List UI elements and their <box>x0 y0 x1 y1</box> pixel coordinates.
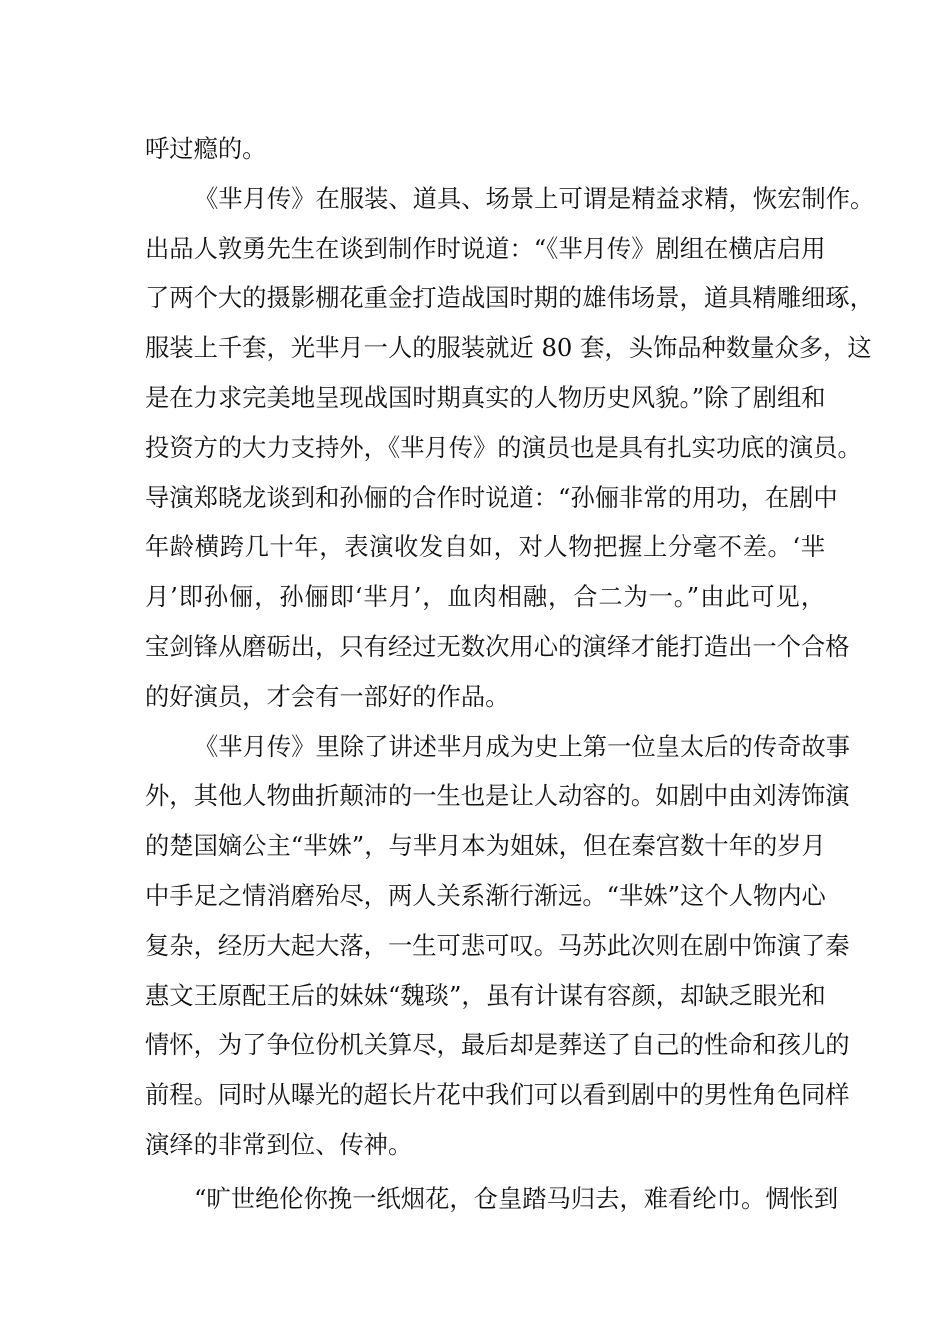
paragraph-1-line: 投资方的大力支持外，《芈月传》的演员也是具有扎实功底的演员。 <box>145 432 862 462</box>
paragraph-2-line: 情怀，为了争位份机关算尽，最后却是葬送了自己的性命和孩儿的 <box>145 1030 850 1060</box>
text-line: 呼过瘾的。 <box>145 134 267 163</box>
paragraph-2-line: 《芈月传》里除了讲述芈月成为史上第一位皇太后的传奇故事 <box>194 731 851 761</box>
paragraph-2-line: 中手足之情消磨殆尽，两人关系渐行渐远。“芈姝”这个人物内心 <box>145 880 826 910</box>
paragraph-1-line: 年龄横跨几十年，表演收发自如，对人物把握上分毫不差。‘芈 <box>145 532 825 562</box>
paragraph-1-line: 月’即孙俪，孙俪即‘芈月’，血肉相融，合二为一。”由此可见， <box>145 582 825 612</box>
paragraph-1-line: 宝剑锋从磨砺出，只有经过无数次用心的演绎才能打造出一个合格 <box>145 631 850 661</box>
paragraph-2-line: 演绎的非常到位、传神。 <box>145 1129 413 1159</box>
paragraph-1-line: 《芈月传》在服装、道具、场景上可谓是精益求精，恢宏制作。 <box>194 183 875 213</box>
paragraph-2-line: 复杂，经历大起大落，一生可悲可叹。马苏此次则在剧中饰演了秦 <box>145 930 850 960</box>
paragraph-2-line: 惠文王原配王后的妹妹“魏琰”，虽有计谋有容颜，却缺乏眼光和 <box>145 980 826 1010</box>
paragraph-2-line: 前程。同时从曝光的超长片花中我们可以看到剧中的男性角色同样 <box>145 1080 850 1110</box>
paragraph-1-line: 是在力求完美地呈现战国时期真实的人物历史风貌。”除了剧组和 <box>145 382 826 412</box>
paragraph-2-line: 外，其他人物曲折颠沛的一生也是让人动容的。如剧中由刘涛饰演 <box>145 781 850 811</box>
paragraph-1-line: 导演郑晓龙谈到和孙俪的合作时说道：“孙俪非常的用功，在剧中 <box>145 482 838 512</box>
paragraph-1-line: 出品人敦勇先生在谈到制作时说道：“《芈月传》剧组在横店启用 <box>145 233 826 263</box>
body-text <box>145 124 875 1224</box>
paragraph-1-line: 了两个大的摄影棚花重金打造战国时期的雄伟场景，道具精雕细琢， <box>145 283 874 313</box>
paragraph-1-line: 的好演员，才会有一部好的作品。 <box>145 681 510 711</box>
paragraph-3-line: “旷世绝伦你挽一纸烟花，仓皇踏马归去，难看纶巾。惆怅到 <box>194 1183 839 1213</box>
paragraph-1-line: 服装上千套，光芈月一人的服装就近 80 套，头饰品种数量众多，这 <box>145 333 872 363</box>
paragraph-2-line: 的楚国嫡公主“芈姝”，与芈月本为姐妹，但在秦宫数十年的岁月 <box>145 831 826 861</box>
